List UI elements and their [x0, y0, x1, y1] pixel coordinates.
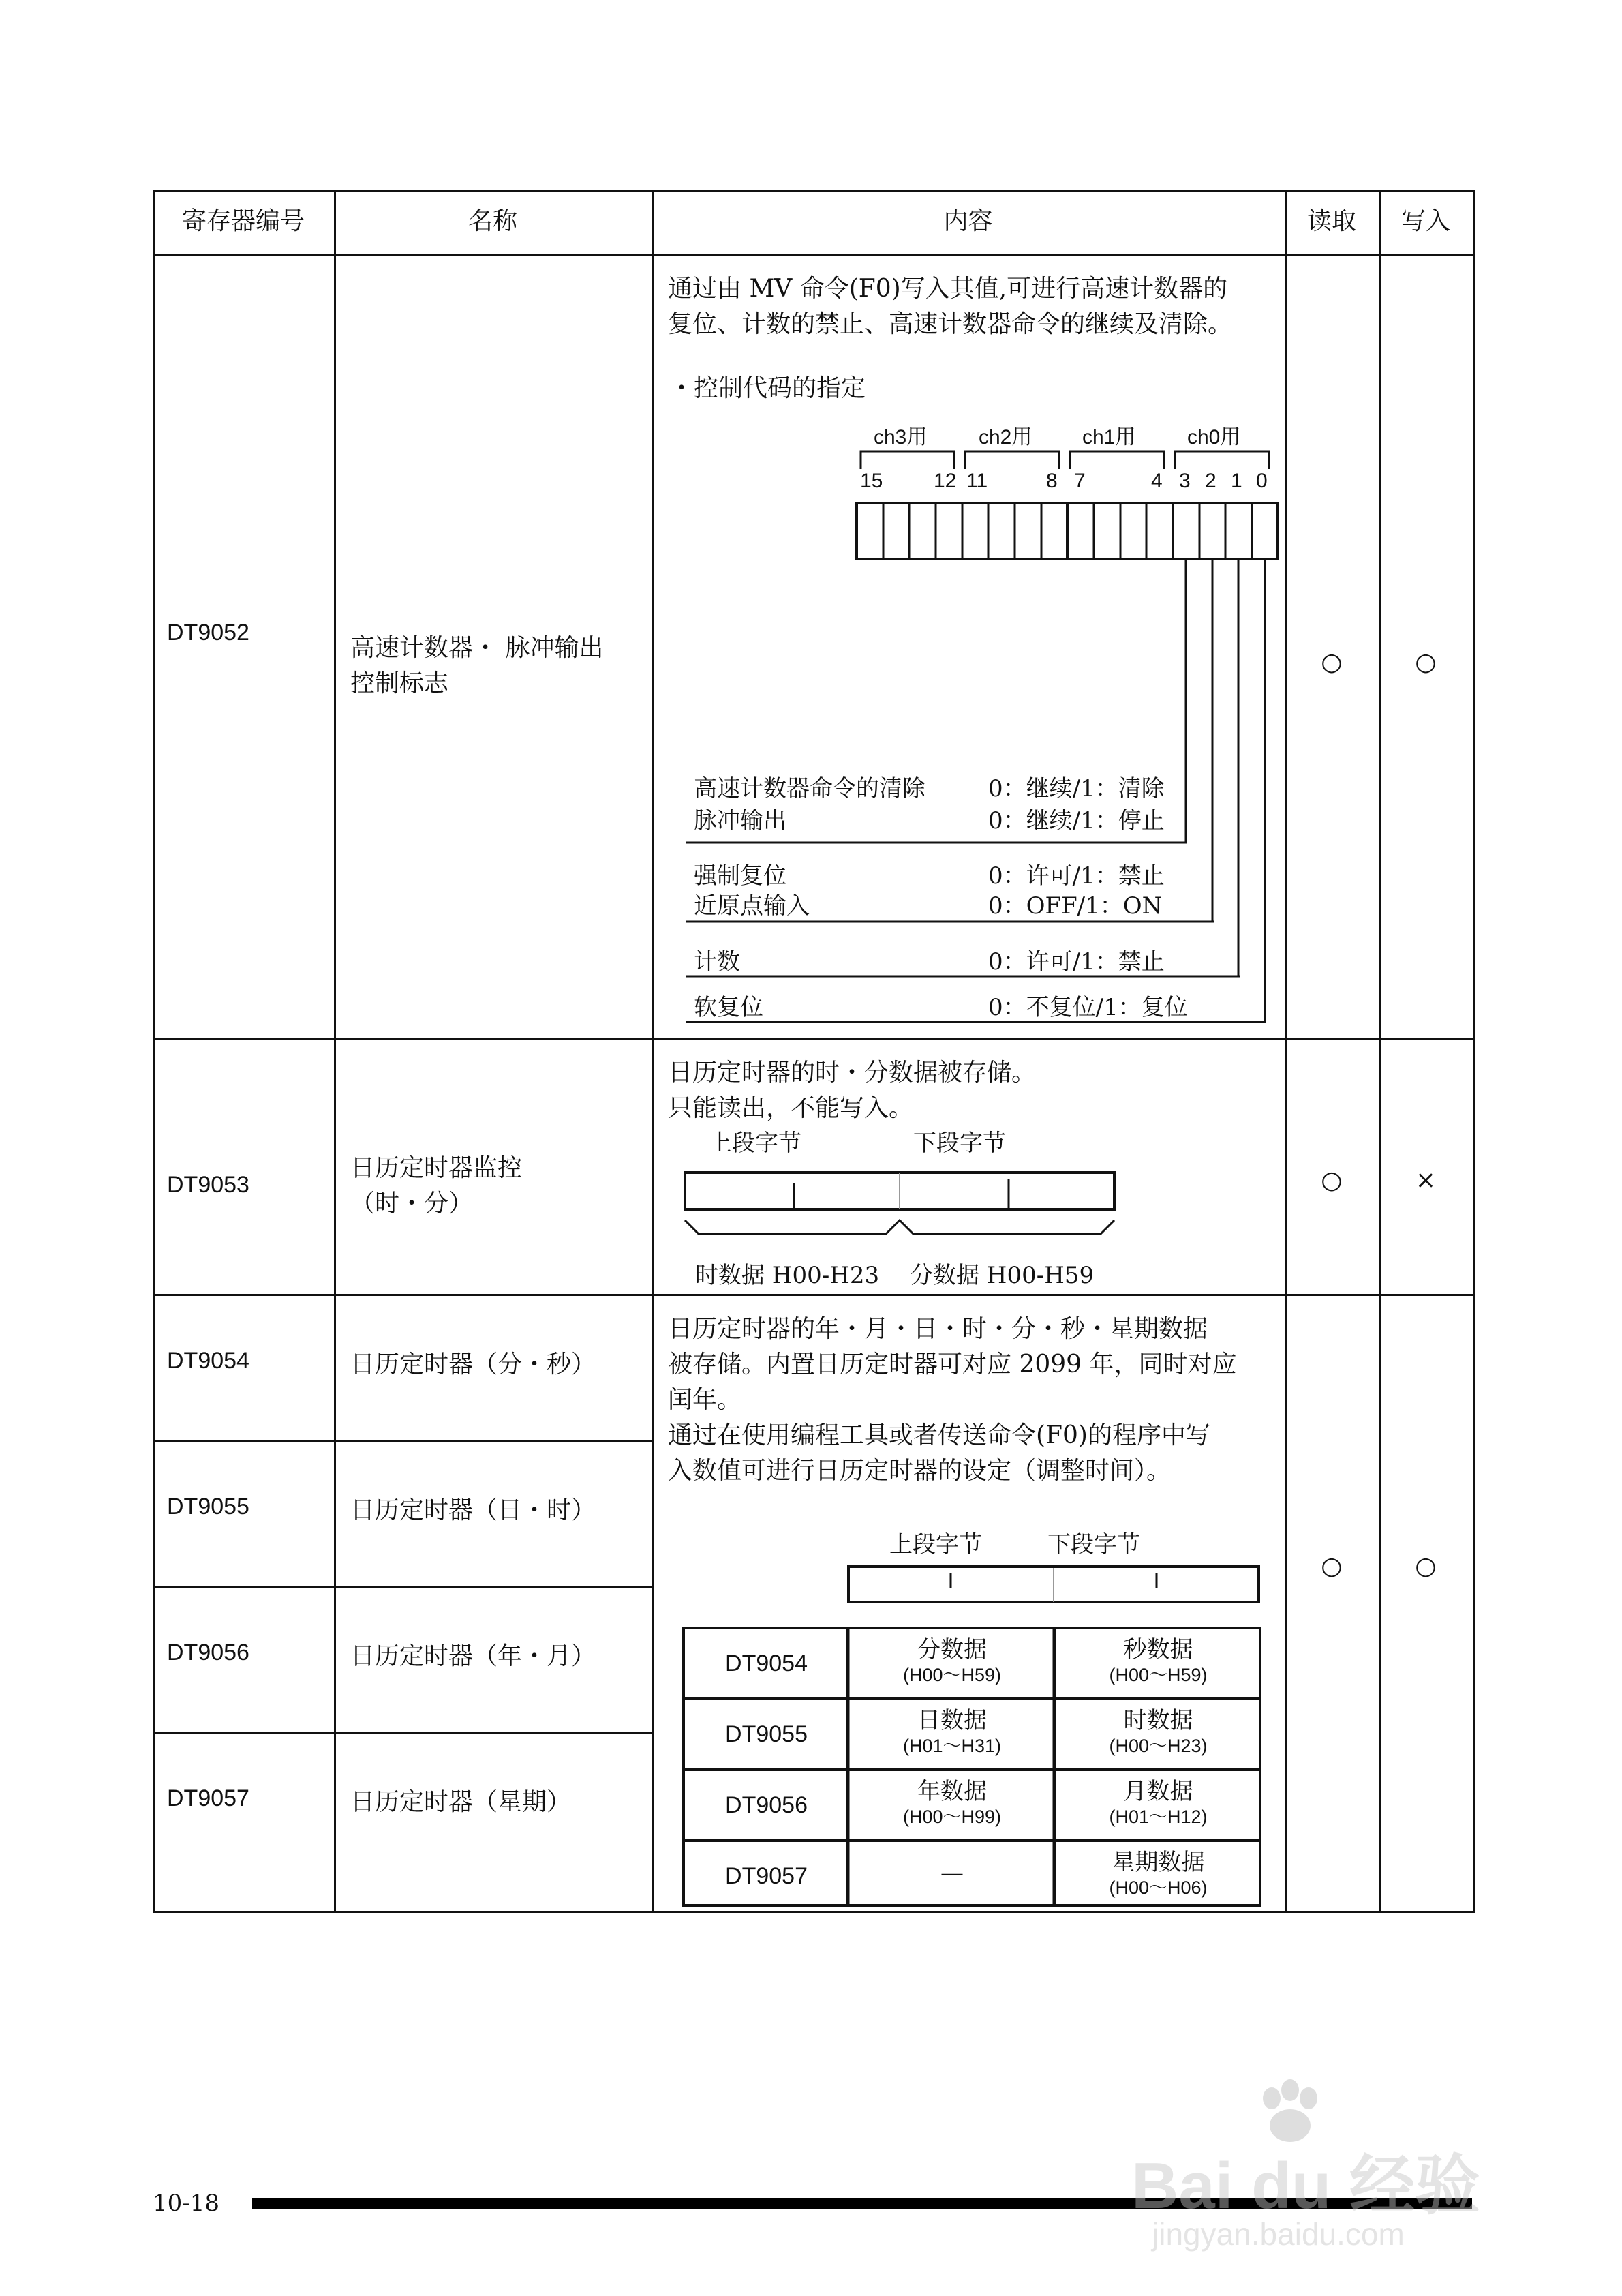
- grid-cell-second-label: 秒数据: [1123, 1636, 1193, 1663]
- grid-cell-empty: [850, 1858, 1054, 1888]
- header-read: 读取: [1306, 207, 1356, 235]
- read-dt9052: ○: [1321, 648, 1343, 676]
- grid-cell-day-label: 日数据: [917, 1707, 987, 1734]
- header-name: 名称: [468, 207, 517, 235]
- lower-byte-label: 下段字节: [913, 1130, 1006, 1157]
- page-number: 10-18: [153, 2190, 220, 2217]
- grid-cell-weekday-range: (H00～H06): [1109, 1877, 1208, 1898]
- watermark-brand: Bai du 经验: [1131, 2149, 1481, 2222]
- grid-cell-day-range: (H01～H31): [902, 1736, 1002, 1756]
- bit-7: 7: [1074, 470, 1086, 492]
- grid-cell-empty-dash: —: [940, 1860, 964, 1887]
- name-dt9056: 日历定时器（年・月）: [350, 1642, 596, 1670]
- grid-reg-dt9055: DT9055: [725, 1721, 808, 1747]
- grid-reg-dt9057: DT9057: [725, 1863, 808, 1889]
- ch2-label: ch2用: [979, 426, 1032, 449]
- grid-cell-year-range: (H00～H99): [902, 1807, 1002, 1827]
- item-value-clear: 0：继续/1：清除: [988, 775, 1165, 802]
- desc-calendar-line3: 闰年。: [668, 1386, 742, 1414]
- read-calendar: ○: [1321, 1552, 1343, 1580]
- name-dt9053-line1: 日历定时器监控: [350, 1154, 523, 1182]
- item-value-force-reset: 0：许可/1：禁止: [988, 862, 1165, 890]
- name-dt9052-line2: 控制标志: [350, 669, 449, 697]
- grid-cell-hour-range: (H00～H23): [1109, 1736, 1208, 1756]
- calendar-upper-byte-label: 上段字节: [889, 1531, 982, 1558]
- bit-12: 12: [934, 470, 957, 492]
- upper-byte-label: 上段字节: [709, 1130, 801, 1157]
- item-label-count: 计数: [694, 948, 740, 976]
- bit-0: 0: [1256, 470, 1268, 492]
- register-dt9057: DT9057: [167, 1785, 249, 1811]
- bit-15: 15: [860, 470, 883, 492]
- grid-cell-year: [850, 1777, 1054, 1827]
- ch0-label: ch0用: [1187, 426, 1241, 449]
- item-value-soft-reset: 0：不复位/1：复位: [988, 994, 1188, 1021]
- watermark-url: jingyan.baidu.com: [1152, 2216, 1405, 2252]
- item-label-near-origin: 近原点输入: [694, 892, 810, 920]
- item-label-pulse: 脉冲输出: [694, 807, 786, 834]
- minute-data-range: 分数据 H00-H59: [910, 1262, 1095, 1289]
- name-dt9053-line2: （时・分）: [350, 1190, 474, 1218]
- name-dt9052-line1: 高速计数器・ 脉冲输出: [350, 634, 604, 662]
- write-dt9053: ×: [1415, 1166, 1437, 1194]
- header-write: 写入: [1401, 207, 1450, 235]
- bit-2: 2: [1205, 470, 1216, 492]
- baidu-watermark: [1131, 2079, 1540, 2256]
- item-label-clear: 高速计数器命令的清除: [694, 775, 925, 802]
- grid-cell-second-range: (H00～H59): [1109, 1665, 1208, 1685]
- grid-cell-minute-range: (H00～H59): [902, 1665, 1002, 1685]
- item-value-near-origin: 0：OFF/1：ON: [988, 892, 1163, 920]
- bit-4: 4: [1151, 470, 1163, 492]
- desc-calendar-line1: 日历定时器的年・月・日・时・分・秒・星期数据: [668, 1315, 1208, 1343]
- grid-cell-minute: [850, 1635, 1054, 1685]
- item-label-soft-reset: 软复位: [694, 994, 763, 1021]
- desc-calendar-line4: 通过在使用编程工具或者传送命令(F0)的程序中写: [668, 1421, 1210, 1449]
- grid-cell-second: [1056, 1635, 1260, 1685]
- register-dt9052: DT9052: [167, 620, 249, 646]
- grid-cell-weekday-label: 星期数据: [1112, 1849, 1205, 1876]
- grid-cell-day: [850, 1706, 1054, 1756]
- grid-cell-month: [1056, 1777, 1260, 1827]
- grid-cell-hour-label: 时数据: [1123, 1707, 1193, 1734]
- bit-11: 11: [966, 470, 988, 492]
- desc-dt9052-line1: 通过由 MV 命令(F0)写入其值,可进行高速计数器的: [668, 275, 1228, 303]
- register-dt9054: DT9054: [167, 1348, 249, 1374]
- name-dt9054: 日历定时器（分・秒）: [350, 1350, 596, 1378]
- header-content: 内容: [943, 207, 993, 235]
- calendar-lower-byte-label: 下段字节: [1047, 1531, 1140, 1558]
- grid-cell-weekday: [1056, 1847, 1260, 1898]
- control-code-bullet: ・控制代码的指定: [669, 374, 866, 402]
- item-value-count: 0：许可/1：禁止: [988, 948, 1165, 976]
- hour-data-range: 时数据 H00-H23: [695, 1262, 880, 1289]
- name-dt9055: 日历定时器（日・时）: [350, 1496, 596, 1524]
- header-register-no: 寄存器编号: [181, 207, 305, 235]
- grid-cell-minute-label: 分数据: [917, 1636, 987, 1663]
- item-label-force-reset: 强制复位: [694, 862, 786, 890]
- desc-dt9052-line2: 复位、计数的禁止、高速计数器命令的继续及清除。: [668, 310, 1233, 338]
- grid-cell-hour: [1056, 1706, 1260, 1756]
- desc-dt9053-line1: 日历定时器的时・分数据被存储。: [668, 1059, 1037, 1087]
- bit-8: 8: [1046, 470, 1058, 492]
- register-dt9056: DT9056: [167, 1640, 249, 1665]
- ch1-label: ch1用: [1082, 426, 1136, 449]
- grid-reg-dt9054: DT9054: [725, 1650, 808, 1676]
- grid-cell-month-range: (H01～H12): [1109, 1807, 1208, 1827]
- write-dt9052: ○: [1415, 648, 1437, 676]
- item-value-pulse: 0：继续/1：停止: [988, 807, 1165, 834]
- write-calendar: ○: [1415, 1552, 1437, 1580]
- read-dt9053: ○: [1321, 1166, 1343, 1194]
- name-dt9057: 日历定时器（星期）: [350, 1788, 572, 1816]
- desc-dt9053-line2: 只能读出，不能写入。: [668, 1094, 914, 1122]
- bit-1: 1: [1231, 470, 1242, 492]
- grid-cell-year-label: 年数据: [917, 1778, 987, 1805]
- register-dt9055: DT9055: [167, 1494, 249, 1520]
- bit-3: 3: [1179, 470, 1191, 492]
- desc-calendar-line2: 被存储。内置日历定时器可对应 2099 年，同时对应: [668, 1350, 1237, 1378]
- ch3-label: ch3用: [874, 426, 928, 449]
- desc-calendar-line5: 入数值可进行日历定时器的设定（调整时间）。: [668, 1457, 1172, 1485]
- grid-cell-month-label: 月数据: [1123, 1778, 1193, 1805]
- grid-reg-dt9056: DT9056: [725, 1792, 808, 1818]
- register-dt9053: DT9053: [167, 1172, 249, 1198]
